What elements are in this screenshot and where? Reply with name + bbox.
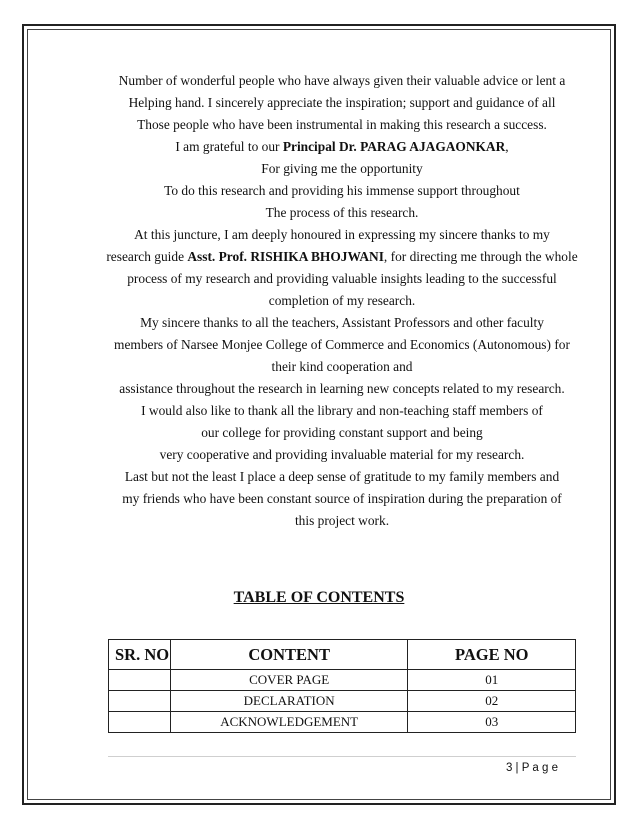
ack-line: Helping hand. I sincerely appreciate the inspiration; support and guidance of all [128, 95, 556, 110]
ack-line: To do this research and providing his immense support throughout [164, 183, 520, 198]
ack-line: my friends who have been constant source of inspiration during the preparation of [122, 491, 562, 506]
toc-header-srno: SR. NO [109, 640, 171, 670]
ack-text: , [505, 139, 509, 154]
table-row [109, 670, 576, 691]
page-label: P a g e [521, 762, 558, 774]
ack-line: members of Narsee Monjee College of Commerce and Economics (Autonomous) for [114, 337, 570, 352]
toc-header-row [109, 640, 576, 670]
ack-line: I would also like to thank all the library and non-teaching staff members of [141, 403, 543, 418]
toc-cell-pageno: 01 [408, 670, 576, 691]
toc-cell-pageno: 03 [408, 712, 576, 733]
toc-cell-content: COVER PAGE [170, 670, 408, 691]
ack-line: Number of wonderful people who have always given their valuable advice or lent a [118, 73, 566, 88]
ack-line: Last but not the least I place a deep sense of gratitude to my family members and [124, 469, 560, 484]
toc-header-pageno: PAGE NO [408, 640, 576, 670]
ack-line: their kind cooperation and [271, 359, 413, 374]
ack-text: research guide [106, 249, 188, 264]
ack-line: For giving me the opportunity [261, 161, 423, 176]
ack-line: Those people who have been instrumental in making this research a success. [137, 117, 547, 132]
principal-name: Principal Dr. PARAG AJAGAONKAR [282, 139, 506, 154]
footer-divider [108, 756, 576, 757]
page-number: 3 [505, 762, 513, 774]
page-footer [506, 762, 558, 774]
acknowledgement-text [100, 70, 584, 532]
toc-cell-srno [109, 712, 171, 733]
toc-table [108, 639, 576, 733]
ack-line [100, 246, 584, 268]
ack-line: At this juncture, I am deeply honoured in expressing my sincere thanks to my [134, 227, 550, 242]
footer-separator: | [515, 762, 519, 774]
table-row [109, 712, 576, 733]
ack-line: our college for providing constant support and being [201, 425, 483, 440]
toc-cell-content: DECLARATION [170, 691, 408, 712]
toc-cell-content: ACKNOWLEDGEMENT [170, 712, 408, 733]
toc-cell-srno [109, 670, 171, 691]
table-row [109, 691, 576, 712]
ack-line: this project work. [294, 513, 390, 528]
ack-line: process of my research and providing valuable insights leading to the successful [127, 271, 557, 286]
ack-text: I am grateful to our [175, 139, 283, 154]
ack-line: very cooperative and providing invaluable material for my research. [159, 447, 525, 462]
ack-line [100, 136, 584, 158]
toc-cell-pageno: 02 [408, 691, 576, 712]
ack-line: completion of my research. [268, 293, 416, 308]
toc-cell-srno [109, 691, 171, 712]
ack-line: The process of this research. [265, 205, 419, 220]
ack-text: , for directing me through the whole [383, 249, 578, 264]
ack-line: assistance throughout the research in learning new concepts related to my research. [119, 381, 565, 396]
toc-title: TABLE OF CONTENTS [233, 589, 405, 606]
toc-header-content: CONTENT [170, 640, 408, 670]
ack-line: My sincere thanks to all the teachers, Assistant Professors and other faculty [140, 315, 544, 330]
guide-name: Asst. Prof. RISHIKA BHOJWANI [187, 249, 384, 264]
